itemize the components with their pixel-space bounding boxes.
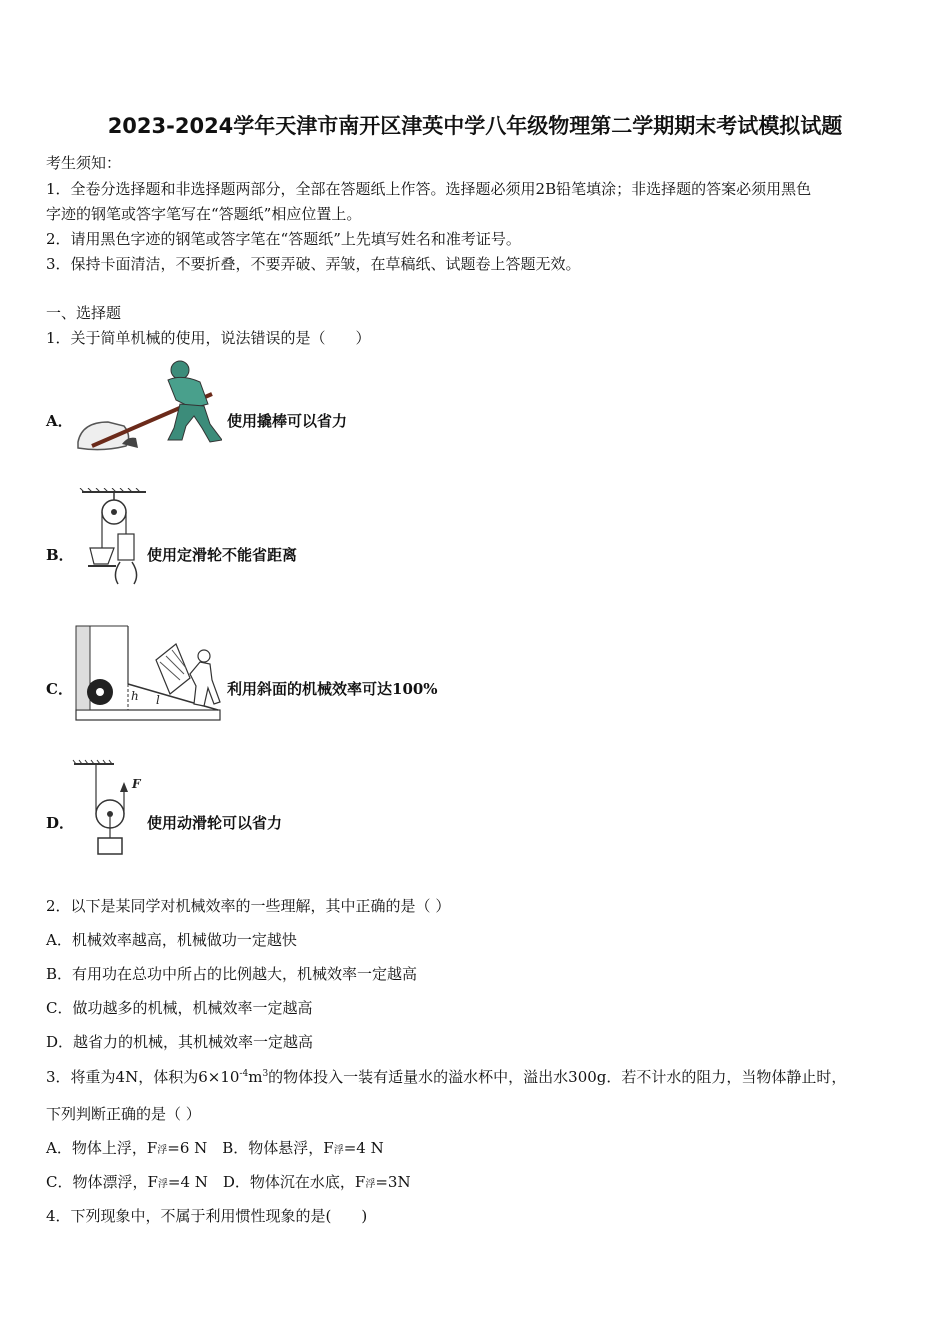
q1-option-d-letter: D． (46, 814, 75, 832)
force-label: F (132, 777, 141, 791)
q2-option-d: D．越省力的机械，其机械效率一定越高 (46, 1033, 314, 1051)
q3-stem: 3．将重为4N，体积为$6\times 10^{-4}m^3$的物体投入一装有适量水的溢水杯中，溢出水300g．若不计水的阻力，当物体静止时， (46, 1068, 847, 1086)
q4-stem: 4．下列现象中，不属于利用惯性现象的是( ) (46, 1207, 368, 1225)
q2-option-c: C．做功越多的机械，机械效率一定越高 (46, 999, 313, 1017)
q2-option-a: A．机械效率越高，机械做功一定越快 (46, 931, 297, 949)
notice-line-3: 3．保持卡面清洁，不要折叠，不要弄破、弄皱，在草稿纸、试题卷上答题无效。 (46, 255, 581, 273)
notice-line-1a: 1．全卷分选择题和非选择题两部分，全部在答题纸上作答。选择题必须用2B铅笔填涂；非选择题的答案必须用黑色 (46, 180, 812, 198)
fixed-pulley-figure (72, 488, 152, 592)
section-heading: 一、选择题 (46, 304, 122, 322)
q1-option-c-letter: C． (46, 680, 73, 698)
notice-heading: 考生须知： (46, 154, 122, 172)
q2-stem: 2．以下是某同学对机械效率的一些理解，其中正确的是（ ） (46, 897, 451, 915)
q1-option-a-letter: A． (46, 412, 73, 430)
q1-option-d-text: 使用动滑轮可以省力 (147, 814, 283, 832)
q3-options-row-2: C．物体漂浮，F浮=4 N D．物体沉在水底，F浮=3N (46, 1173, 411, 1191)
q1-option-b-text: 使用定滑轮不能省距离 (147, 546, 298, 564)
inclined-plane-figure (72, 624, 224, 724)
q1-stem: 1．关于简单机械的使用，说法错误的是（ ） (46, 329, 371, 347)
movable-pulley-figure (72, 756, 152, 860)
q2-option-b: B．有用功在总功中所占的比例越大，机械效率一定越高 (46, 965, 418, 983)
q1-option-b-letter: B． (46, 546, 74, 564)
exam-title: 2023-2024学年天津市南开区津英中学八年级物理第二学期期末考试模拟试题 (107, 114, 843, 138)
notice-line-2: 2．请用黑色字迹的钢笔或答字笔在“答题纸”上先填写姓名和准考证号。 (46, 230, 521, 248)
q3-stem-line-2: 下列判断正确的是（ ） (46, 1105, 201, 1123)
length-label: l (156, 693, 160, 707)
crowbar-figure (72, 356, 222, 456)
height-label: h (131, 689, 139, 703)
q3-options-row-1: A．物体上浮，F浮=6 N B．物体悬浮，F浮=4 N (46, 1139, 384, 1157)
q1-option-c-text: 利用斜面的机械效率可达100% (227, 680, 438, 698)
q1-option-a-text: 使用撬棒可以省力 (227, 412, 348, 430)
notice-line-1b: 字迹的钢笔或答字笔写在“答题纸”相应位置上。 (46, 205, 362, 223)
